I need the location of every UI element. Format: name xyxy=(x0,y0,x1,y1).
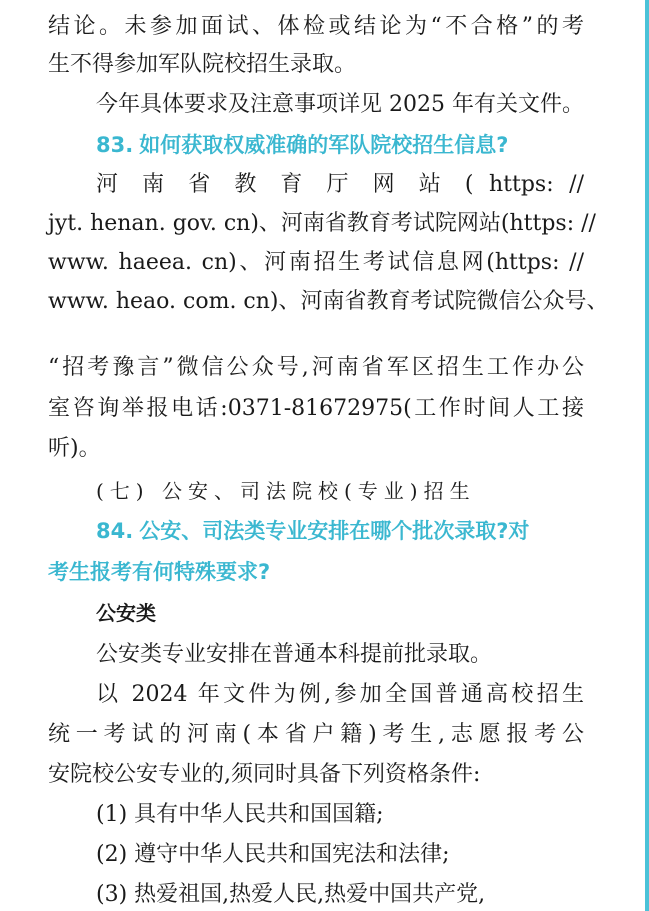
answer-line: www. heao. com. cn)、河南省教育考试院微信公众号、 xyxy=(48,289,609,314)
question-84-heading xyxy=(96,516,529,546)
question-number: 83. xyxy=(96,133,134,157)
question-number: 84. xyxy=(96,519,134,543)
answer-line: 安院校公安专业的,须同时具备下列资格条件: xyxy=(48,762,481,787)
answer-line: 以 2024 年文件为例,参加全国普通高校招生 xyxy=(96,682,584,707)
paragraph-line: 生不得参加军队院校招生录取。 xyxy=(48,52,357,77)
question-83-heading xyxy=(96,130,508,160)
question-84-heading-cont: 考生报考有何特殊要求? xyxy=(48,560,271,584)
subheading: 公安类 xyxy=(96,601,156,625)
paragraph-line: 今年具体要求及注意事项详见 2025 年有关文件。 xyxy=(96,92,584,117)
question-text: 如何获取权威准确的军队院校招生信息? xyxy=(139,133,509,157)
answer-line: “招考豫言”微信公众号,河南省军区招生工作办公 xyxy=(48,355,584,380)
answer-line: 室咨询举报电话:0371-81672975(工作时间人工接 xyxy=(48,396,584,421)
list-item: (1) 具有中华人民共和国国籍; xyxy=(96,802,384,827)
answer-line: 统一考试的河南(本省户籍)考生,志愿报考公 xyxy=(48,722,584,747)
list-item: (3) 热爱祖国,热爱人民,热爱中国共产党, xyxy=(96,882,486,907)
paragraph-line: 结论。未参加面试、体检或结论为“不合格”的考 xyxy=(48,14,584,39)
question-text: 公安、司法类专业安排在哪个批次录取?对 xyxy=(139,519,530,543)
answer-line: www. haeea. cn)、河南招生考试信息网(https: // xyxy=(48,250,584,275)
answer-line: 河 南 省 教 育 厅 网 站 ( https: // xyxy=(96,172,584,197)
list-item: (2) 遵守中华人民共和国宪法和法律; xyxy=(96,842,450,867)
answer-line: 公安类专业安排在普通本科提前批录取。 xyxy=(96,642,493,667)
answer-line: jyt. henan. gov. cn)、河南省教育考试院网站(https: // xyxy=(48,211,596,236)
section-heading: (七) 公安、司法院校(专业)招生 xyxy=(96,479,476,503)
answer-line: 听)。 xyxy=(48,436,101,461)
